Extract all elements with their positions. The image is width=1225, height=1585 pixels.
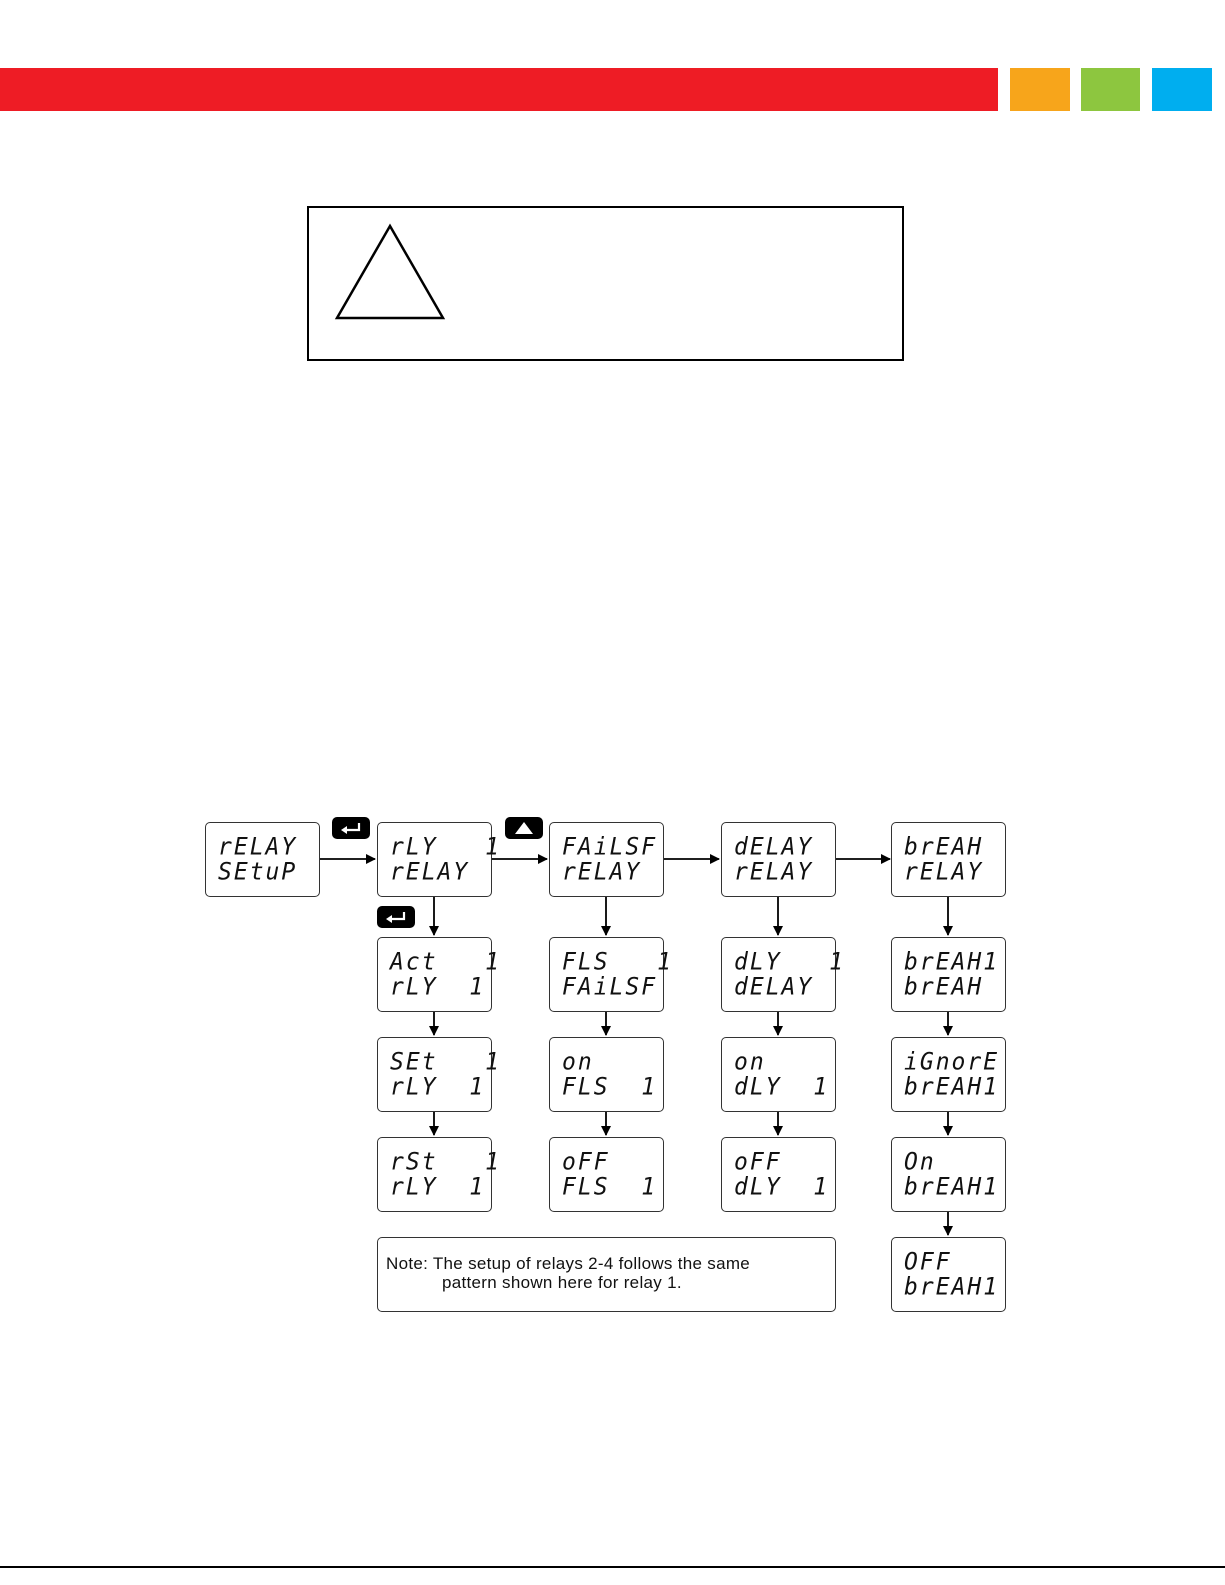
display-line-1: brEAH (904, 833, 984, 861)
display-line-2: dLY 1 (734, 1073, 830, 1101)
display-line-2: rLY 1 (390, 1073, 486, 1101)
display-line-2: FAiLSF (562, 973, 658, 1001)
enter-icon (377, 906, 415, 928)
display-failsf (549, 822, 664, 897)
display-line-2: rELAY (734, 858, 814, 886)
display-rly1 (377, 822, 501, 897)
display-fls1 (549, 937, 673, 1012)
up-key-icon (505, 817, 543, 839)
enter-key-icon-2 (377, 906, 415, 928)
display-line-1: Act 1 (390, 948, 501, 976)
display-line-2: rELAY (904, 858, 984, 886)
display-line-1: dELAY (734, 833, 814, 861)
display-relay-setup (205, 822, 320, 897)
display-line-2: rELAY (562, 858, 642, 886)
display-line-2: rLY 1 (390, 1173, 486, 1201)
display-dly1 (721, 937, 845, 1012)
display-break (891, 822, 1006, 897)
display-fls-on (549, 1037, 664, 1112)
display-act1 (377, 937, 501, 1012)
display-line-1: oFF (734, 1148, 782, 1176)
display-line-1: dLY 1 (734, 948, 845, 976)
display-line-1: FLS 1 (562, 948, 673, 976)
display-line-1: brEAH1 (904, 948, 1000, 976)
display-line-1: rSt 1 (390, 1148, 501, 1176)
display-dly-on (721, 1037, 836, 1112)
display-line-1: rELAY (218, 833, 298, 861)
display-brk-on (891, 1137, 1006, 1212)
display-line-2: rLY 1 (390, 973, 486, 1001)
display-line-2: dLY 1 (734, 1173, 830, 1201)
display-line-2: FLS 1 (562, 1173, 658, 1201)
up-arrow-icon (505, 817, 543, 839)
enter-key-icon (332, 817, 370, 839)
display-line-1: SEt 1 (390, 1048, 501, 1076)
display-line-1: On (904, 1148, 936, 1176)
display-line-2: brEAH1 (904, 1273, 1000, 1301)
display-line-1: FAiLSF (562, 833, 658, 861)
display-line-1: on (562, 1048, 594, 1076)
display-ignore (891, 1037, 1006, 1112)
note-line-1: Note: The setup of relays 2-4 follows the same (386, 1254, 751, 1273)
display-set1 (377, 1037, 501, 1112)
display-fls-off (549, 1137, 664, 1212)
display-line-2: brEAH1 (904, 1073, 1000, 1101)
display-line-1: on (734, 1048, 766, 1076)
display-line-1: OFF (904, 1248, 952, 1276)
display-brk-off (891, 1237, 1006, 1312)
display-line-2: SEtuP (218, 858, 298, 886)
enter-icon (332, 817, 370, 839)
display-line-1: iGnorE (904, 1048, 1000, 1076)
display-rst1 (377, 1137, 501, 1212)
display-dly-off (721, 1137, 836, 1212)
note-box (377, 1237, 836, 1312)
display-line-2: brEAH1 (904, 1173, 1000, 1201)
display-brk1 (891, 937, 1006, 1012)
display-delay (721, 822, 836, 897)
display-line-2: brEAH (904, 973, 984, 1001)
display-line-1: oFF (562, 1148, 610, 1176)
display-line-2: rELAY (390, 858, 470, 886)
footer-rule (0, 1566, 1225, 1568)
display-line-2: dELAY (734, 973, 814, 1001)
display-line-1: rLY 1 (390, 833, 501, 861)
display-line-2: FLS 1 (562, 1073, 658, 1101)
note-line-2: pattern shown here for relay 1. (442, 1273, 682, 1292)
